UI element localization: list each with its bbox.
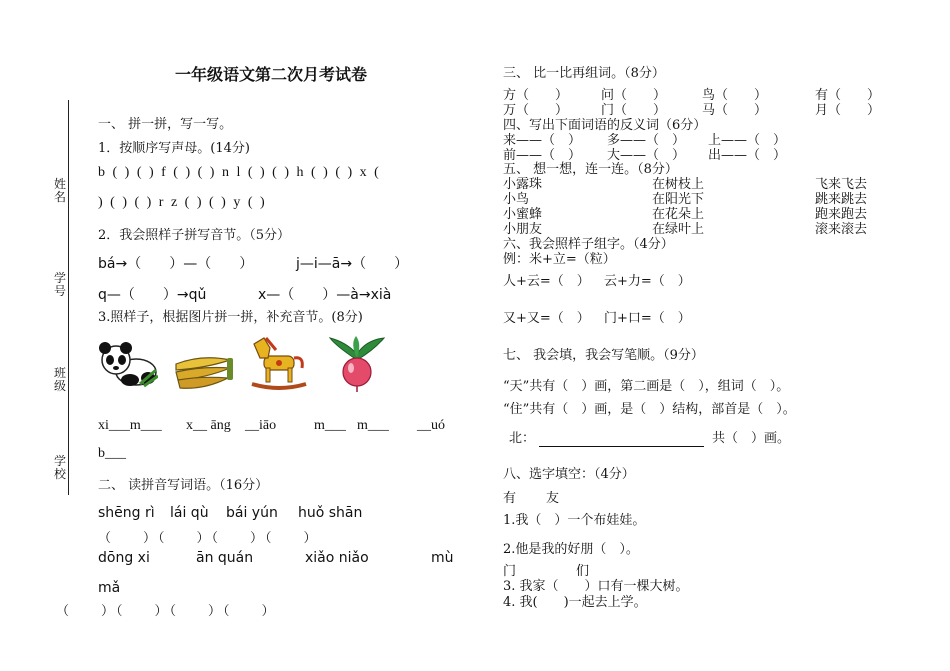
s5-c1-3: 小蜜蜂: [503, 207, 543, 222]
s8-q1: 1.我（ ）一个布娃娃。: [503, 513, 646, 528]
section-6-heading: 六、我会照样子组字。（4分）: [503, 237, 674, 252]
s5-c2-1: 在树枝上: [652, 177, 705, 192]
pinyin-2: lái qù: [170, 505, 209, 521]
pinyin-6: ān quán: [196, 550, 254, 566]
page-title: 一年级语文第二次月考试卷: [175, 65, 368, 84]
pinyin-8: mù: [431, 550, 454, 566]
s6-r1-2: 云+力=（ ）: [604, 274, 691, 289]
s8-q4: 4. 我( )一起去上学。: [503, 595, 647, 610]
section-1-heading: 一、 拼一拼，写一写。: [98, 117, 233, 132]
answer-parens-row2: （ ）（ ）（ ）（ ）: [56, 604, 277, 619]
s5-c3-4: 滚来滚去: [815, 222, 868, 237]
s4-r2-2: 大——（ ）: [607, 148, 686, 163]
s7-line3: [509, 427, 790, 447]
s8-char-1: 有: [503, 491, 517, 506]
q3-blank-4: m___: [314, 418, 346, 433]
section-2-heading: 二、 读拼音写词语。（16分）: [98, 478, 269, 493]
s6-r2-1: 又+又=（ ）: [503, 311, 590, 326]
s7-line1: “天”共有（ ）画，第二画是（ ），组词（ ）。: [503, 379, 790, 394]
section-4-heading: 四、写出下面词语的反义词（6分）: [503, 118, 707, 133]
pinyin-1: shēng rì: [98, 505, 155, 521]
section-7-heading: 七、 我会填，我会写笔顺。（9分）: [503, 348, 704, 363]
s5-c2-2: 在阳光下: [652, 192, 705, 207]
q1-prompt: 1．按顺序写声母。(14分): [98, 141, 250, 156]
s3-r2-1: 万（ ）: [503, 103, 569, 118]
pinyin-5: dōng xi: [98, 550, 150, 566]
pinyin-4: huǒ shān: [298, 505, 363, 521]
s3-r1-2: 问（ ）: [601, 88, 667, 103]
pinyin-3: bái yún: [226, 505, 278, 521]
s7-line2: “住”共有（ ）画，是（ ）结构，部首是（ ）。: [503, 402, 796, 417]
q1-line2: ) ( ) ( ) r z ( ) ( ) y ( ): [98, 195, 265, 210]
stroke-order-blank[interactable]: [539, 431, 704, 447]
s5-c1-4: 小朋友: [503, 222, 543, 237]
s8-q2: 2.他是我的好朋（ ）。: [503, 542, 639, 557]
s3-r2-4: 月（ ）: [815, 103, 881, 118]
s4-r1-1: 来——（ ）: [503, 133, 582, 148]
s3-r2-2: 门（ ）: [601, 103, 667, 118]
binding-label-class: 班级: [53, 366, 66, 393]
binding-line: [68, 100, 69, 495]
binding-label-name: 姓名: [53, 177, 66, 204]
q2-item-b2: x—（ ）—à→xià: [258, 287, 392, 303]
q2-item-a2: j—i—ā→（ ）: [296, 256, 409, 272]
q3-blank-6: __uó: [417, 418, 445, 433]
s4-r2-1: 前——（ ）: [503, 148, 582, 163]
q3-blank-5: m___: [357, 418, 389, 433]
s5-c3-1: 飞来飞去: [815, 177, 868, 192]
s3-r1-4: 有（ ）: [815, 88, 881, 103]
s8-char-3: 门: [503, 564, 517, 579]
s7-line3-char: 北：: [509, 431, 536, 446]
q2-item-b1: q—（ ）→qǔ: [98, 287, 207, 303]
s8-q3: 3. 我家（ ）口有一棵大树。: [503, 579, 689, 594]
s5-c2-4: 在绿叶上: [652, 222, 705, 237]
answer-parens-row1: （ ）（ ）（ ）（ ）: [98, 531, 319, 546]
q3-prompt: 3.照样子，根据图片拼一拼，补充音节。(8分): [98, 310, 363, 325]
s3-r1-3: 鸟（ ）: [702, 88, 768, 103]
q3-blank-3: __iāo: [245, 418, 277, 433]
s7-line3-tail: 共（ ）画。: [712, 431, 791, 446]
s4-r1-2: 多——（ ）: [607, 133, 686, 148]
s6-r1-1: 人+云=（ ）: [503, 274, 590, 289]
s6-example: 例：米+立=（粒）: [503, 252, 616, 267]
q3-blank-1: xi___m___: [98, 418, 162, 433]
s5-c3-3: 跑来跑去: [815, 207, 868, 222]
banana-picture: [172, 350, 234, 392]
q3-blank-7: b___: [98, 446, 126, 461]
radish-picture: [326, 336, 388, 392]
panda-picture: [96, 340, 158, 388]
q1-line1: b ( ) ( ) f ( ) ( ) n l ( ) ( ) h ( ) ( ) x (: [98, 165, 379, 180]
pinyin-7: xiǎo niǎo: [305, 550, 369, 566]
section-8-heading: 八、选字填空：（4分）: [503, 467, 635, 482]
s8-char-2: 友: [546, 491, 560, 506]
q2-item-a1: bá→（ ）—（ ）: [98, 256, 254, 272]
s3-r1-1: 方（ ）: [503, 88, 569, 103]
section-5-heading: 五、 想一想，连一连。（8分）: [503, 162, 678, 177]
s5-c2-3: 在花朵上: [652, 207, 705, 222]
q2-prompt: 2．我会照样子拼写音节。（5分）: [98, 228, 291, 243]
section-3-heading: 三、 比一比再组词。（8分）: [503, 66, 665, 81]
binding-label-number: 学号: [53, 271, 66, 298]
s4-r1-3: 上——（ ）: [708, 133, 787, 148]
s8-char-4: 们: [576, 564, 590, 579]
s5-c1-1: 小露珠: [503, 177, 543, 192]
q3-blank-2: x__ āng: [186, 418, 231, 433]
s5-c1-2: 小鸟: [503, 192, 530, 207]
s4-r2-3: 出——（ ）: [708, 148, 787, 163]
s5-c3-2: 跳来跳去: [815, 192, 868, 207]
s3-r2-3: 马（ ）: [702, 103, 768, 118]
binding-label-school: 学校: [53, 454, 66, 481]
s6-r2-2: 门+口=（ ）: [604, 311, 691, 326]
pinyin-8-tail: mǎ: [98, 580, 121, 596]
toy-horse-picture: [246, 334, 312, 390]
